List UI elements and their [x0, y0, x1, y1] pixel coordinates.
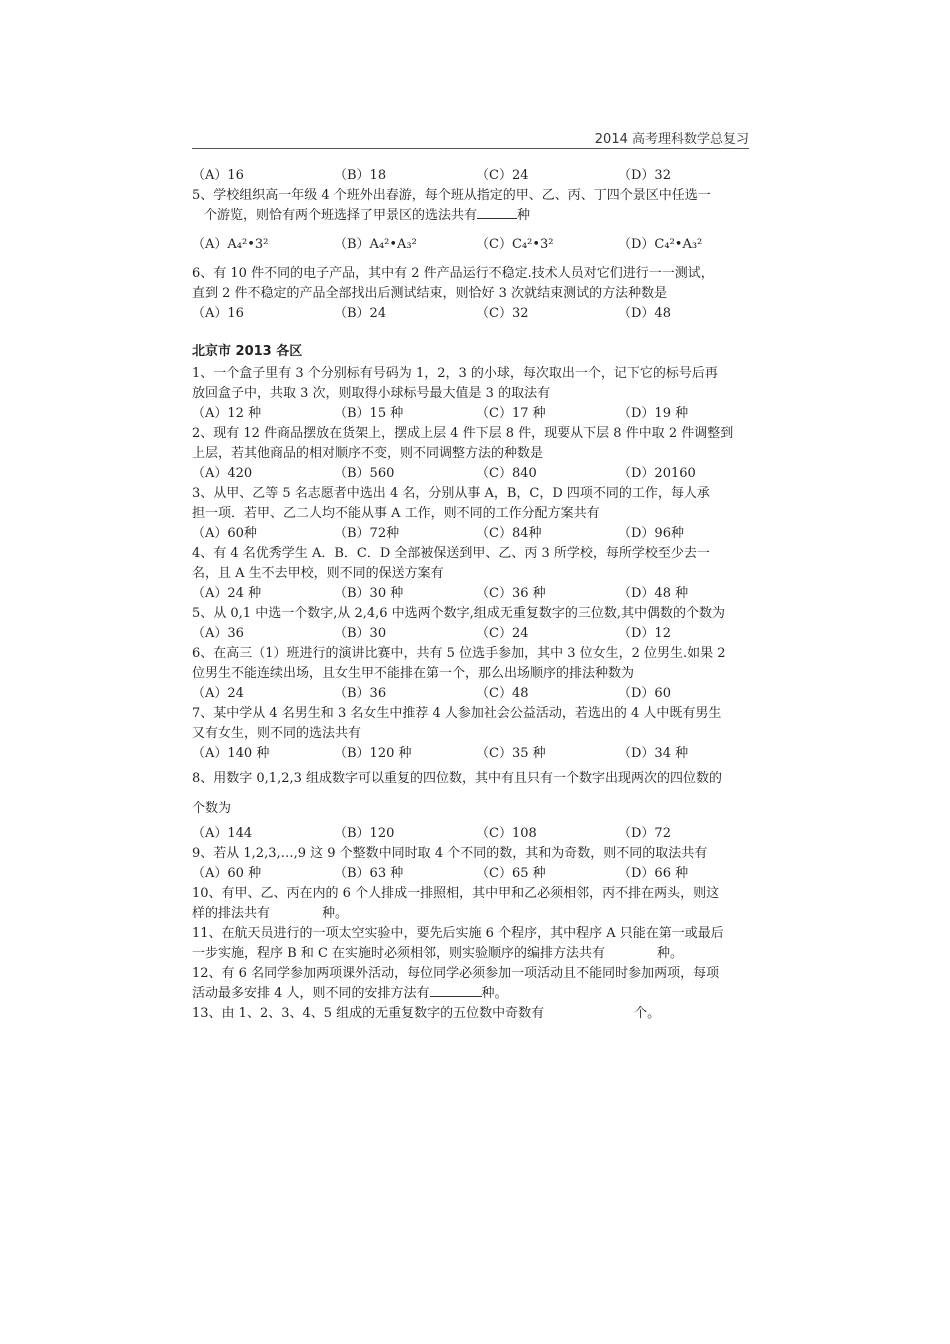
option-c: （C）C₄²•3²: [476, 237, 554, 252]
option-c: （C）840: [476, 466, 537, 481]
question-7-line: 又有女生，则不同的选法共有: [192, 726, 362, 741]
option-d: （D）48 种: [618, 586, 689, 601]
question-2-line: 上层，若其他商品的相对顺序不变，则不同调整方法的种数是: [192, 446, 544, 461]
option-b: （B）120: [334, 826, 395, 841]
option-b: （B）72种: [334, 526, 400, 541]
q4-options: [192, 166, 752, 186]
q12-line-2: [192, 984, 752, 1004]
q11-line-2: [192, 944, 752, 964]
question-list: [192, 364, 752, 884]
q10-line-2: [192, 904, 752, 924]
option-d: （D）C₄²•A₃²: [618, 237, 703, 252]
option-b: （B）A₄²•A₃²: [334, 237, 417, 252]
q5-line-2: [192, 206, 752, 226]
q5-line-1: 5、学校组织高一年级 4 个班外出春游，每个班从指定的甲、乙、丙、丁四个景区中任选一: [192, 188, 711, 203]
option-c: （C）24: [476, 168, 529, 183]
option-a: （A）A₄²•3²: [192, 237, 269, 252]
question-1-options: [192, 404, 752, 424]
option-b: （B）15 种: [334, 406, 404, 421]
option-d: （D）20160: [618, 466, 696, 481]
q5-blank: [477, 206, 517, 219]
question-8-options: [192, 824, 752, 844]
question-8-line: 8、用数字 0,1,2,3 组成数字可以重复的四位数，其中有且只有一个数字出现两次的四位数的: [192, 771, 723, 786]
option-d: （D）72: [618, 826, 671, 841]
q10-line-1: 10、有甲、乙、丙在内的 6 个人排成一排照相，其中甲和乙必须相邻，丙不排在两头，则这: [192, 886, 720, 901]
option-b: （B）36: [334, 686, 387, 701]
question-2-line: 2、现有 12 件商品摆放在货架上，摆成上层 4 件下层 8 件，现要从下层 8 件中取 2 件调整到: [192, 426, 734, 441]
option-a: （A）16: [192, 306, 244, 321]
q12-line-2-text: 活动最多安排 4 人，则不同的安排方法有: [192, 986, 430, 1001]
option-b: （B）18: [334, 168, 387, 183]
section-title: 北京市 2013 各区: [192, 344, 303, 359]
option-a: （A）36: [192, 626, 244, 641]
q6-options: [192, 304, 752, 324]
option-a: （A）24 种: [192, 586, 262, 601]
option-c: （C）108: [476, 826, 537, 841]
option-c: （C）24: [476, 626, 529, 641]
q13-line: [192, 1004, 752, 1024]
q11-line-2-text: 一步实施，程序 B 和 C 在实施时必须相邻，则实验顺序的编排方法共有: [192, 946, 606, 961]
option-d: （D）12: [618, 626, 671, 641]
question-9-line: 9、若从 1,2,3,…,9 这 9 个整数中同时取 4 个不同的数，其和为奇数，则不同的取法共有: [192, 846, 708, 861]
question-4-line: 4、有 4 名优秀学生 A．B．C．D 全部被保送到甲、乙、丙 3 所学校，每所学校至少去一: [192, 546, 710, 561]
question-4-line: 名，且 A 生不去甲校，则不同的保送方案有: [192, 566, 444, 581]
q13-unit: 个。: [634, 1006, 661, 1021]
question-4-options: [192, 584, 752, 604]
q13-text: 13、由 1、2、3、4、5 组成的无重复数字的五位数中奇数有: [192, 1006, 545, 1021]
question-7-options: [192, 744, 752, 764]
question-8-line: 个数为: [192, 801, 232, 816]
option-c: （C）84种: [476, 526, 542, 541]
q6-line-2: 直到 2 件不稳定的产品全部找出后测试结束，则恰好 3 次就结束测试的方法种数是: [192, 286, 668, 301]
question-1-line: 1、一个盒子里有 3 个分别标有号码为 1，2，3 的小球，每次取出一个，记下它的标号后再: [192, 366, 718, 381]
question-9-options: [192, 864, 752, 884]
page-header: [192, 128, 749, 149]
option-a: （A）420: [192, 466, 253, 481]
option-d: （D）66 种: [618, 866, 689, 881]
q10-line-2-text: 样的排法共有: [192, 906, 271, 921]
q6-line-1: 6、有 10 件不同的电子产品，其中有 2 件产品运行不稳定.技术人员对它们进行一一测试，: [192, 266, 714, 281]
question-1-line: 放回盒子中，共取 3 次，则取得小球标号最大值是 3 的取法有: [192, 386, 551, 401]
question-5-options: [192, 624, 752, 644]
question-3-line: 3、从甲、乙等 5 名志愿者中选出 4 名，分别从事 A，B，C，D 四项不同的工作，每人承: [192, 486, 710, 501]
document-content: [192, 166, 752, 1024]
question-6-options: [192, 684, 752, 704]
question-3-options: [192, 524, 752, 544]
option-d: （D）96种: [618, 526, 684, 541]
option-d: （D）32: [618, 168, 671, 183]
option-b: （B）24: [334, 306, 387, 321]
option-c: （C）32: [476, 306, 529, 321]
option-a: （A）16: [192, 168, 244, 183]
option-a: （A）140 种: [192, 746, 270, 761]
option-c: （C）65 种: [476, 866, 546, 881]
q12-line-1: 12、有 6 名同学参加两项课外活动，每位同学必须参加一项活动且不能同时参加两项，每项: [192, 966, 720, 981]
option-a: （A）12 种: [192, 406, 262, 421]
option-d: （D）19 种: [618, 406, 689, 421]
q11-line-1: 11、在航天员进行的一项太空实验中，要先后实施 6 个程序，其中程序 A 只能在第一或最后: [192, 926, 724, 941]
option-d: （D）60: [618, 686, 671, 701]
q12-line-2-unit: 种。: [481, 986, 508, 1001]
option-c: （C）35 种: [476, 746, 546, 761]
q5-line-2-unit: 种: [517, 208, 531, 223]
option-a: （A）60 种: [192, 866, 262, 881]
option-c: （C）48: [476, 686, 529, 701]
option-b: （B）120 种: [334, 746, 412, 761]
q10-line-2-unit: 种。: [322, 906, 349, 921]
option-b: （B）30: [334, 626, 387, 641]
option-b: （B）30 种: [334, 586, 404, 601]
option-a: （A）144: [192, 826, 253, 841]
question-5-line: 5、从 0,1 中选一个数字,从 2,4,6 中选两个数字,组成无重复数字的三位数,其中偶数的个数为: [192, 606, 725, 621]
option-c: （C）36 种: [476, 586, 546, 601]
question-7-line: 7、某中学从 4 名男生和 3 名女生中推荐 4 人参加社会公益活动，若选出的 4 人中既有男生: [192, 706, 722, 721]
option-d: （D）48: [618, 306, 671, 321]
option-b: （B）560: [334, 466, 395, 481]
header-title: 2014 高考理科数学总复习: [594, 132, 749, 147]
question-2-options: [192, 464, 752, 484]
option-c: （C）17 种: [476, 406, 546, 421]
q11-line-2-unit: 种。: [657, 946, 684, 961]
option-a: （A）24: [192, 686, 244, 701]
question-6-line: 位男生不能连续出场，且女生甲不能排在第一个，那么出场顺序的排法种数为: [192, 666, 635, 681]
option-a: （A）60种: [192, 526, 257, 541]
option-d: （D）34 种: [618, 746, 689, 761]
q5-options: [192, 232, 752, 258]
q5-line-2-text: 个游览，则恰有两个班选择了甲景区的选法共有: [204, 208, 478, 223]
q12-blank: [430, 984, 482, 997]
question-6-line: 6、在高三（1）班进行的演讲比赛中，共有 5 位选手参加，其中 3 位女生，2 位男生.如果 2: [192, 646, 726, 661]
question-3-line: 担一项．若甲、乙二人均不能从事 A 工作，则不同的工作分配方案共有: [192, 506, 600, 521]
option-b: （B）63 种: [334, 866, 404, 881]
